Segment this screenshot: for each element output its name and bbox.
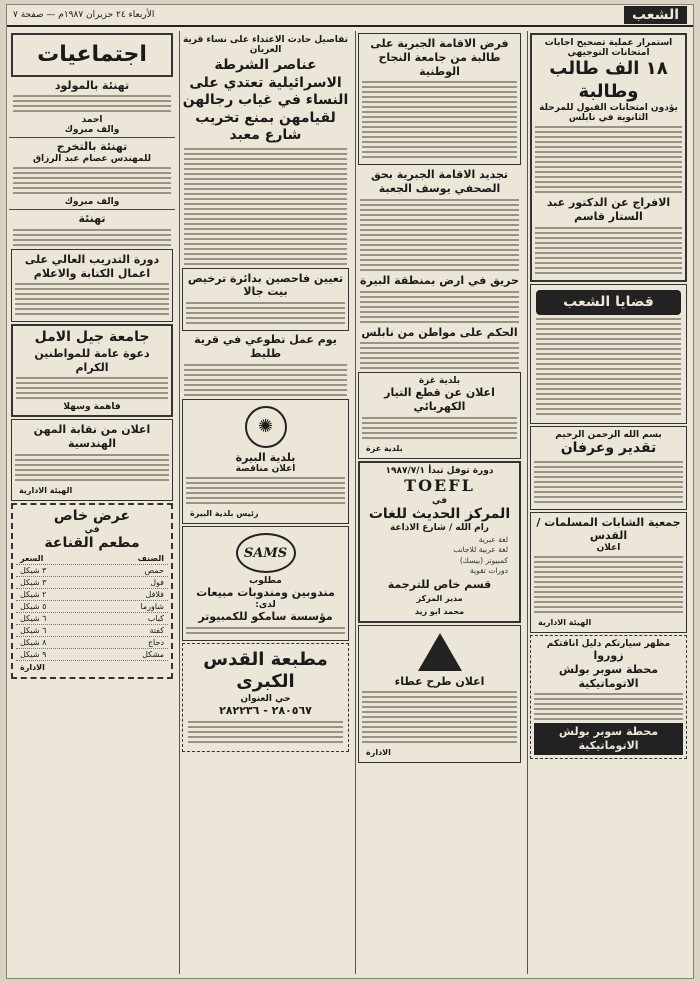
column-3 — [179, 31, 351, 974]
toefl-ad — [358, 461, 521, 623]
sams-ad — [182, 526, 349, 641]
price-header-item: الصنف — [137, 553, 164, 563]
list-item: كمبيوتر (بيسك) — [459, 555, 508, 565]
bireh-title: بلدية البيرة — [235, 450, 296, 464]
graduation-subtitle: للمهندس عصام عبد الرزاق — [32, 154, 152, 164]
aryan-headline: عناصر الشرطة الاسرائيلية تعتدي على النساء في غياب رجالهن لقيامهن بمنع تخريب شارع معبد — [182, 57, 349, 143]
institution-emblem-icon — [418, 633, 462, 671]
masthead — [7, 5, 693, 27]
issues-section — [530, 284, 687, 425]
press-subtitle: حي العنوان — [240, 693, 291, 704]
price-value: ٨ شيكل — [20, 637, 47, 647]
muslim-women-title: جمعية الشابات المسلمات / القدس — [536, 515, 681, 543]
car-wash-footer: محطة سوبر بولش الاتوماتيكية — [534, 723, 683, 755]
verdict-headline: الحكم على مواطن من نابلس — [361, 325, 518, 339]
table-row — [16, 649, 168, 661]
university-title: جامعة جيل الامل — [34, 329, 150, 346]
table-row — [16, 601, 168, 613]
list-item: دورات تقوية — [470, 565, 508, 575]
thanks-basmala: بسم الله الرحمن الرحيم — [555, 430, 662, 440]
offer-title: عرض خاص — [53, 507, 131, 524]
table-row — [16, 613, 168, 625]
birth-congrats-title: تهنئة بالمولود — [54, 78, 130, 92]
examiners-headline: تعيين فاحصين بدائرة ترخيص بيت جالا — [187, 271, 344, 299]
training-title: دورة التدريب العالي على اعمال الكتابة والاعلام — [24, 252, 160, 280]
volunteer-headline: يوم عمل تطوعي في قرية طليط — [194, 333, 337, 360]
offer-signature: الادارة — [20, 662, 45, 672]
column-2 — [355, 31, 523, 974]
translation-section: قسم خاص للترجمة — [387, 577, 492, 591]
newspaper-logo: الشعب — [624, 6, 687, 24]
price-value: ٣ شيكل — [20, 577, 47, 587]
price-table-header — [16, 553, 168, 565]
press-ad — [182, 643, 349, 752]
car-wash-visit: زوروا — [593, 649, 624, 662]
column-1 — [527, 31, 689, 974]
price-item: حمص — [144, 565, 164, 575]
price-value: ٣ شيكل — [20, 565, 47, 575]
fire-headline: حريق في ارض بمنطقة البيرة — [360, 273, 519, 287]
engineers-signature: الهيئة الادارية — [19, 485, 73, 495]
birth-congrats-name: احمد — [81, 115, 103, 126]
news-house-arrest — [358, 33, 521, 165]
university-closing: فاهمة وسهلا — [63, 402, 121, 413]
toefl-director-name: محمد ابو زيد — [414, 606, 465, 616]
sams-company: مؤسسة سامكو للكمبيوتر — [198, 610, 333, 623]
issues-logo: قضايا الشعب — [536, 290, 681, 316]
bireh-seal-icon: ✺ — [245, 406, 287, 448]
price-value: ٦ شيكل — [20, 625, 47, 635]
lead-headline: ١٨ الف طالب وطالبة — [549, 58, 668, 102]
car-wash-slogan: مظهر سيارتكم دليل اناقتكم — [546, 639, 671, 649]
toefl-title: TOEFL — [404, 475, 475, 495]
social-logo: اجتماعيات — [37, 42, 147, 67]
muslim-women-signature: الهيئة الادارية — [538, 618, 592, 627]
list-item: لغة عبرية — [478, 535, 508, 545]
engineers-ad — [11, 419, 173, 501]
toefl-director-label: مدير المركز — [416, 593, 463, 603]
price-value: ٩ شيكل — [20, 649, 47, 659]
car-wash-title: محطة سوبر بولش الاتوماتيكية — [558, 662, 659, 690]
engineers-title: اعلان من نقابة المهن الهندسية — [33, 423, 151, 450]
table-row — [16, 589, 168, 601]
university-subtitle: دعوة عامة للمواطنين الكرام — [34, 346, 150, 374]
graduation-title: تهنئة بالتخرج — [56, 140, 128, 154]
price-value: ٦ شيكل — [20, 613, 47, 623]
thanks-ad — [530, 426, 687, 510]
toefl-in: في — [432, 495, 447, 506]
lead-kicker: استمرار عملية تصحيح اجابات امتحانات التوجيهي — [544, 38, 673, 58]
price-item: شاورما — [140, 601, 164, 611]
press-title: مطبعة القدس الكبرى — [203, 648, 328, 693]
lead-subheadline: يؤدون امتحانات القبول للمرحلة الثانوية في نابلس — [539, 103, 678, 123]
thanks-title: تقدير وعرفان — [560, 440, 657, 456]
price-value: ٥ شيكل — [20, 601, 47, 611]
electricity-notice — [358, 372, 521, 459]
sams-needed: مطلوب — [249, 576, 282, 587]
car-wash-ad — [530, 635, 687, 759]
electricity-municipality: بلدية غزة — [418, 376, 461, 387]
offer-place: مطعم القناعة — [44, 535, 140, 552]
price-item: كفتة — [149, 625, 164, 635]
general-congrats-title: تهنئة — [78, 212, 106, 225]
training-ad — [11, 249, 173, 323]
bids-notice — [358, 625, 521, 764]
muslim-women-subtitle: اعلان — [596, 543, 621, 553]
sams-title: مندوبين ومندوبات مبيعات — [196, 586, 335, 600]
electricity-title: اعلان عن قطع التيار الكهربائي — [384, 386, 495, 413]
birth-congrats-closing: والف مبروك — [64, 125, 120, 136]
bireh-tender — [182, 399, 349, 525]
toefl-address: رام الله / شارع الاذاعة — [390, 523, 489, 534]
restaurant-offer-ad — [11, 503, 173, 679]
toefl-center: المركز الحديث للغات — [368, 505, 511, 522]
table-row — [16, 565, 168, 577]
table-row — [16, 625, 168, 637]
price-value: ٢ شيكل — [20, 589, 47, 599]
sams-logo: SAMS — [236, 533, 296, 573]
toefl-course-list — [363, 533, 516, 578]
price-header-price: السعر — [20, 553, 44, 563]
release-headline: الافراج عن الدكتور عبد الستار قاسم — [546, 196, 671, 223]
lead-news-box — [530, 33, 687, 282]
university-ad — [11, 324, 173, 417]
offer-in: في — [84, 525, 100, 536]
price-item: فلافل — [145, 589, 164, 599]
journalist-headline: تجديد الاقامة الجبرية بحق الصحفي يوسف الجعبة — [370, 168, 509, 195]
house-arrest-headline: فرض الاقامة الجبرية على طالبة من جامعة النجاح الوطنية — [370, 37, 509, 78]
bids-title: اعلان طرح عطاء — [394, 674, 485, 688]
graduation-closing: والف مبروك — [64, 197, 120, 207]
bids-signature: الادارة — [366, 748, 391, 758]
price-item: دجاج — [147, 637, 164, 647]
toefl-date: دورة توفل تبدأ ١٩٨٧/٧/١ — [385, 465, 494, 476]
price-item: كباب — [147, 613, 164, 623]
sams-for: لدى: — [255, 600, 276, 610]
price-item: فول — [150, 577, 164, 587]
aryan-kicker: تفاصيل حادث الاعتداء على نساء قرية العريان — [182, 35, 349, 55]
column-4 — [9, 31, 175, 974]
muslim-women-ad — [530, 512, 687, 634]
newspaper-page — [6, 4, 694, 979]
table-row — [16, 637, 168, 649]
issue-date-line: الأربعاء ٢٤ حزيران ١٩٨٧م — صفحة ٧ — [13, 10, 155, 20]
price-item: مشكل — [142, 649, 164, 659]
list-item: لغة عربية للاجانب — [453, 545, 508, 555]
table-row — [16, 577, 168, 589]
bireh-subtitle: اعلان مناقصة — [235, 464, 296, 475]
examiners-news — [182, 268, 349, 332]
social-section-header — [11, 33, 173, 77]
bireh-signature: رئيس بلدية البيرة — [190, 509, 259, 519]
electricity-signature: بلدية غزة — [366, 443, 403, 453]
press-phone: ٢٨٠٥٦٧ - ٢٨٢٢٣٦ — [219, 703, 312, 717]
